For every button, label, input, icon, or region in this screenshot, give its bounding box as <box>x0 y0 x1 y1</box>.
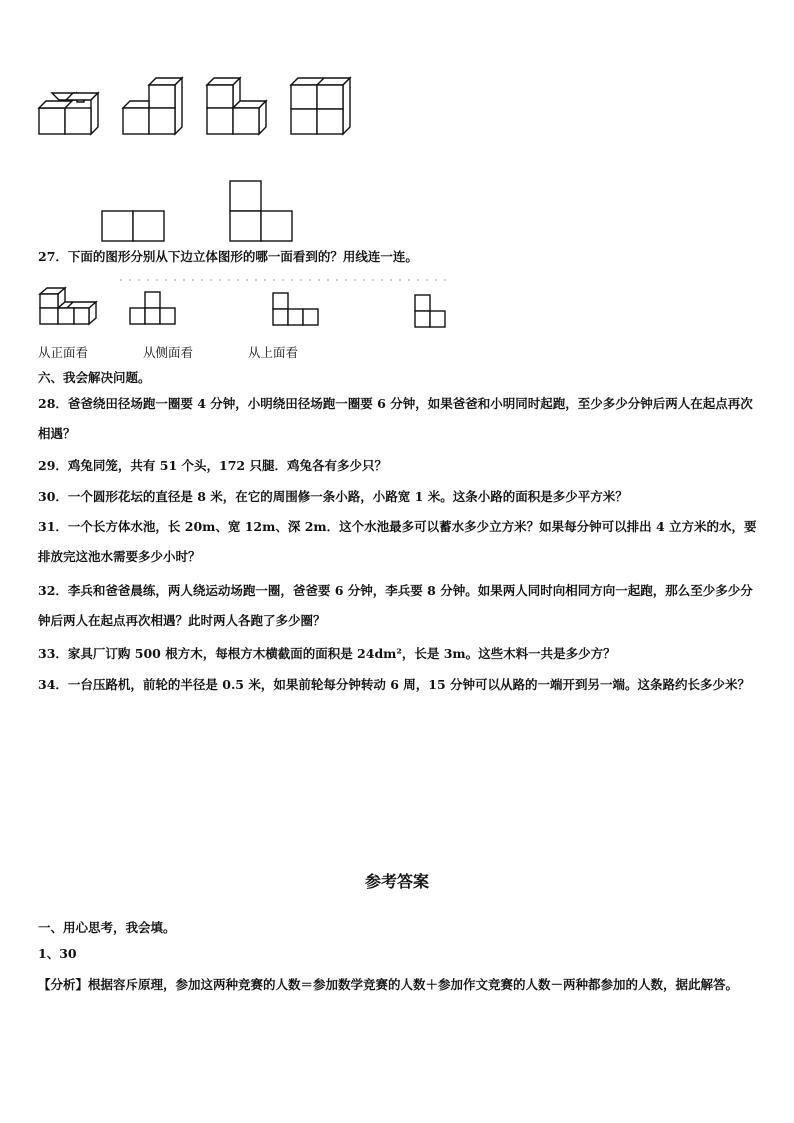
answer-1: 1、30 <box>38 946 77 961</box>
solid-figure-3 <box>206 77 270 137</box>
analysis-text: 【分析】根据容斥原理，参加这两种竞赛的人数＝参加数学竞赛的人数＋参加作文竞赛的人数－两种都参加的人数，据此解答。 <box>38 977 739 992</box>
q27-view-a <box>129 290 177 326</box>
view-two-squares <box>101 210 167 243</box>
solid-figure-4 <box>290 77 354 137</box>
solid-figure-1 <box>38 92 102 138</box>
question-30: 30．一个圆形花坛的直径是 8 米，在它的周围修一条小路，小路宽 1 米。这条小路的面积是多少平方米？ <box>38 489 628 504</box>
question-31: 31．一个长方体水池，长 20m、宽 12m、深 2m．这个水池最多可以蓄水多少立方米？如果每分钟可以排出 4 立方米的水，要排放完这池水需要多少小时？ <box>38 519 757 564</box>
q27-view-c <box>414 294 448 330</box>
question-28: 28．爸爸绕田径场跑一圈要 4 分钟，小明绕田径场跑一圈要 6 分钟，如果爸爸和小明同时起跑，至少多少分钟后两人在起点再次相遇？ <box>38 396 753 441</box>
q27-view-b <box>272 292 320 328</box>
question-29: 29．鸡兔同笼，共有 51 个头，172 只腿．鸡兔各有多少只？ <box>38 458 387 473</box>
label-top-view: 从上面看 <box>248 345 299 360</box>
label-side-view: 从侧面看 <box>143 345 194 360</box>
answer-title: 参考答案 <box>364 872 429 891</box>
solid-figure-2 <box>122 77 186 137</box>
section-6-heading: 六、我会解决问题。 <box>38 370 151 385</box>
answer-section-1: 一、用心思考，我会填。 <box>38 920 176 935</box>
question-33: 33．家具厂订购 500 根方木，每根方木横截面的面积是 24dm²，长是 3m。这些木料一共是多少方？ <box>38 646 616 661</box>
q27-solid-figure <box>38 286 102 328</box>
question-27: 27．下面的图形分别从下边立体图形的哪一面看到的？用线连一连。 <box>38 249 418 264</box>
dotted-line <box>120 279 450 281</box>
label-front-view: 从正面看 <box>38 345 89 360</box>
question-34: 34．一台压路机，前轮的半径是 0.5 米，如果前轮每分钟转动 6 周，15 分钟可以从路的一端开到另一端。这条路约长多少米？ <box>38 677 750 692</box>
view-l-shape <box>229 180 295 243</box>
question-32: 32．李兵和爸爸晨练，两人绕运动场跑一圈，爸爸要 6 分钟，李兵要 8 分钟。如果两人同时向相同方向一起跑，那么至少多少分钟后两人在起点再次相遇？此时两人各跑了多少圈？ <box>38 583 753 628</box>
